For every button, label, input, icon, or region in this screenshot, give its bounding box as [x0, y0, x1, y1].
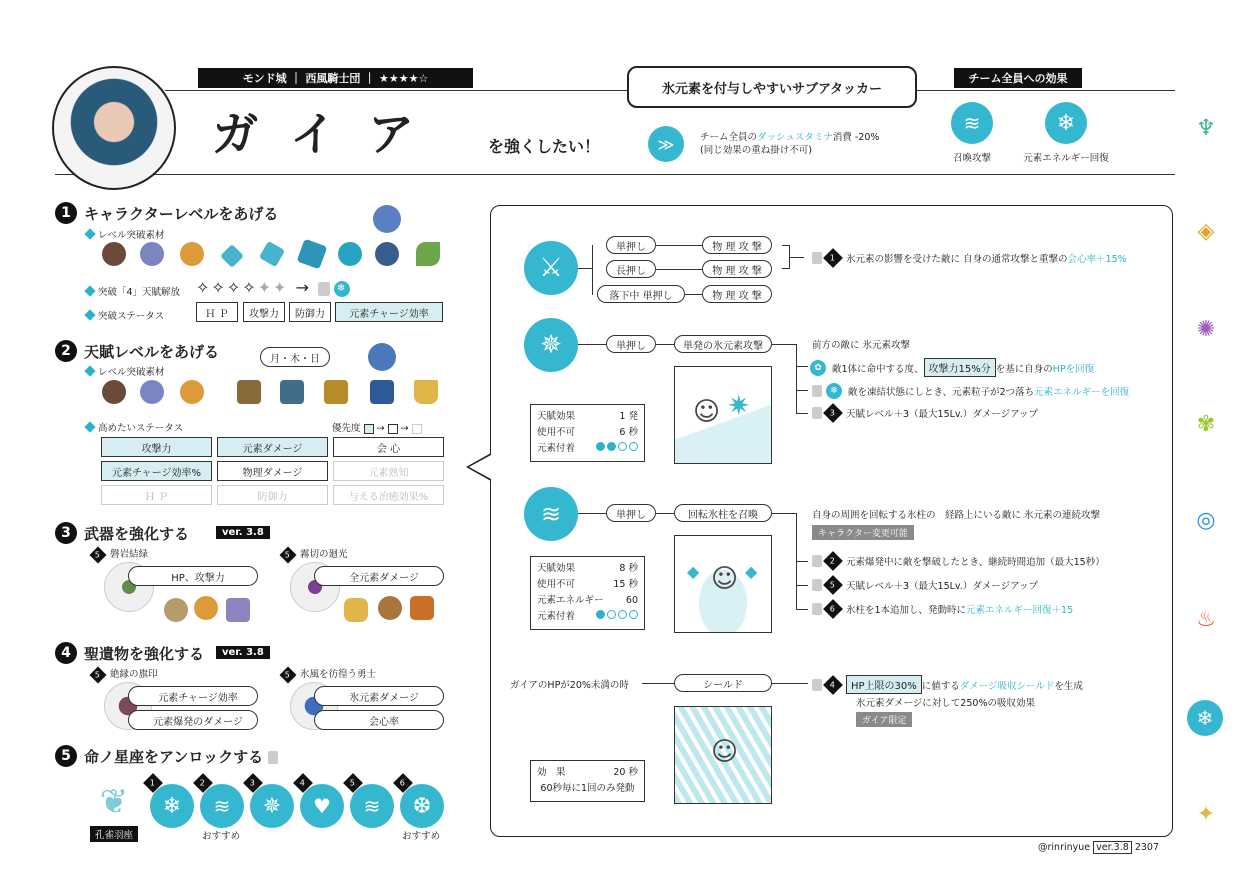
- material-gem-2: [140, 242, 164, 266]
- weapon-2-material-2: [378, 596, 402, 620]
- talent-material-3: [180, 380, 204, 404]
- pyro-icon: ♨: [1196, 606, 1216, 632]
- weapon-2-stat: 全元素ダメージ: [314, 566, 444, 586]
- constellation-2-badge: 2: [196, 776, 216, 790]
- shield-name: シールド: [674, 674, 772, 692]
- burst-input: 単押し: [606, 504, 656, 522]
- stat-hp: Ｈ Ｐ: [101, 485, 212, 505]
- talents-panel: [490, 205, 1173, 837]
- material-specialty: [416, 242, 440, 266]
- burst-effect-3: 6 氷柱を1本追加し、発動時に 元素エネルギー回復＋15: [812, 602, 1073, 616]
- na-input-3: 落下中 単押し: [597, 285, 685, 303]
- team-effect-title: チーム全員への効果: [954, 68, 1082, 88]
- skill-stats: 天賦効果 1 発 使用不可 6 秒 元素付着: [530, 404, 645, 462]
- stat-em: 元素熟知: [333, 461, 444, 481]
- character-portrait: [52, 66, 176, 190]
- panel-pointer-inner: [469, 455, 491, 479]
- dendro-icon: ✾: [1196, 411, 1216, 437]
- stat-crit: 会 心: [333, 437, 444, 457]
- talent-unlock-stars: ✧✧✧✧✦✦ → ❄: [196, 278, 350, 297]
- shield-line-2: [772, 683, 808, 684]
- artifact-2-stat-2: 会心率: [314, 710, 444, 730]
- cryo-icon: ❄: [1187, 700, 1223, 736]
- na-type-1: 物 理 攻 撃: [702, 236, 772, 254]
- constellation-name: 孔雀羽座: [90, 826, 138, 842]
- na-effect-line: [790, 257, 804, 258]
- skill-line-1: [578, 344, 608, 345]
- burst-effect-1: 2 元素爆発中に敵を撃破したとき、継続時間追加（最大15秒）: [812, 554, 1105, 568]
- na-type-3: 物 理 攻 撃: [702, 285, 772, 303]
- dash-icon: ≫: [648, 126, 684, 162]
- talent-book-1: [237, 380, 261, 404]
- shield-line-1: [642, 683, 674, 684]
- priority-legend: 優先度 → →: [332, 420, 422, 434]
- tagline: を強くしたい！: [488, 137, 601, 156]
- elemental-burst-icon: ≋: [524, 487, 578, 541]
- skill-vert: [796, 344, 797, 414]
- na-input-2: 長押し: [606, 260, 656, 278]
- elemental-skill-icon: ✵: [524, 318, 578, 372]
- na-connector-v: [592, 245, 593, 295]
- weapon-1-stat: HP、攻撃力: [128, 566, 258, 586]
- talent-material-1: [102, 380, 126, 404]
- constellation-2-icon: ≋: [200, 784, 244, 828]
- shield-line2: 氷元素ダメージに対して250%の吸収効果: [856, 698, 1035, 709]
- section-3-version: ver. 3.8: [216, 526, 270, 539]
- ascension-stat-hp: Ｈ Ｐ: [196, 302, 238, 322]
- shield-stats: 効 果 20 秒 60秒毎に1回のみ発動: [530, 760, 645, 802]
- character-name: ガ イ ア: [212, 107, 423, 161]
- burst-e1-line: [796, 561, 808, 562]
- skill-name: 単発の氷元素攻撃: [674, 335, 772, 353]
- section-5-title: 命ノ星座をアンロックする: [84, 746, 282, 767]
- artifact-2-stat-1: 氷元素ダメージ: [314, 686, 444, 706]
- material-crystal-3: [297, 239, 328, 270]
- constellation-image: ❦: [99, 782, 129, 822]
- burst-illustration: ☺ ◆ ◆: [674, 535, 772, 633]
- skill-effect-3: 3 天賦レベル＋3（最大15Lv.）ダメージアップ: [812, 406, 1038, 420]
- ascension-stat-def: 防御力: [289, 302, 331, 322]
- speech-bubble: 氷元素を付与しやすいサブアタッカー: [627, 66, 917, 108]
- ascension-stat-atk: 攻撃力: [243, 302, 285, 322]
- section-2-materials-label: レベル突破素材: [86, 364, 165, 378]
- burst-effect-2: 5 天賦レベル＋3（最大15Lv.）ダメージアップ: [812, 578, 1038, 592]
- burst-e3-line: [796, 609, 808, 610]
- skill-e3-line: [796, 413, 808, 414]
- skill-illustration: ☺ ✷: [674, 366, 772, 464]
- burst-line-2: [656, 513, 674, 514]
- shield-condition: ガイアのHPが20%未満の時: [510, 680, 629, 691]
- section-4-title: 聖遺物を強化する: [84, 645, 205, 663]
- burst-desc: 自身の周囲を回転する氷柱の 経路上にいる敵に 氷元素の連続攻撃: [812, 510, 1101, 521]
- ascension-stat-label: 突破ステータス: [86, 308, 164, 322]
- weapon-1-material-2: [194, 596, 218, 620]
- skill-e1-line: [796, 366, 808, 367]
- material-boss-drop: [373, 205, 401, 233]
- skill-effect-2: ❄ 敵を凍結状態にしとき、元素粒子が2つ落ち 元素エネルギーを回復: [812, 383, 1129, 399]
- talent-material-2: [140, 380, 164, 404]
- shield-effect: 4 HP上限の30% に値する ダメージ吸収シールド を生成: [812, 675, 1083, 694]
- constellation-6-badge: 6: [396, 776, 416, 790]
- talent-days-badge: 月・木・日: [260, 347, 330, 367]
- ascension-stat-er: 元素チャージ効率: [335, 302, 443, 322]
- burst-tag: キャラクター変更可能: [812, 525, 914, 540]
- weapon-1-material-1: [164, 598, 188, 622]
- burst-line-1: [578, 513, 608, 514]
- talent-boss-item: [370, 380, 394, 404]
- weapon-2-material-3: [410, 596, 434, 620]
- artifact-1-stat-1: 元素チャージ効率: [128, 686, 258, 706]
- na-connector: [578, 268, 592, 269]
- geo-icon: ◈: [1197, 218, 1215, 244]
- stat-def: 防御力: [217, 485, 328, 505]
- weapon-1-name: 5 磐岩結緑: [92, 546, 148, 561]
- talent-boss-drop: [368, 343, 396, 371]
- section-2-number: 2: [55, 340, 77, 362]
- team-effect-2: 元素エネルギー回復: [1023, 153, 1109, 164]
- talent-unlock-label: 突破「4」天賦解放: [86, 284, 180, 298]
- na-input-1: 単押し: [606, 236, 656, 254]
- burst-e2-line: [796, 585, 808, 586]
- constellation-4-badge: 4: [296, 776, 316, 790]
- weapon-2-name: 5 霧切の廻光: [282, 546, 348, 561]
- section-1-materials-label: レベル突破素材: [86, 227, 165, 241]
- stat-healing: 与える治癒効果%: [333, 485, 444, 505]
- skill-line-2: [656, 344, 674, 345]
- burst-stats: 天賦効果 8 秒 使用不可 15 秒 元素エネルギー 60 元素付着: [530, 556, 645, 630]
- electro-icon: ✺: [1196, 316, 1216, 342]
- section-1-title: キャラクターレベルをあげる: [84, 205, 279, 223]
- material-gem-1: [102, 242, 126, 266]
- weapon-1-material-3: [226, 598, 250, 622]
- artifact-1-name: 5 絶縁の旗印: [92, 666, 158, 681]
- energy-icon: ❄: [1045, 102, 1087, 144]
- section-5-number: 5: [55, 745, 77, 767]
- passive-text: チーム全員のダッシュスタミナ消費 -20% (同じ効果の重ね掛け不可): [700, 132, 880, 156]
- stat-elem-dmg: 元素ダメージ: [217, 437, 328, 457]
- burst-name: 回転氷柱を召喚: [674, 504, 772, 522]
- hydro-icon: ◎: [1196, 507, 1216, 533]
- constellation-5-icon: ≋: [350, 784, 394, 828]
- talent-book-2: [280, 380, 304, 404]
- material-gem-3: [180, 242, 204, 266]
- na-bracket: [782, 245, 790, 269]
- material-boss-item: [375, 242, 399, 266]
- footer-credit: @rinrinyue ver.3.8 2307: [1038, 842, 1160, 853]
- stat-phys: 物理ダメージ: [217, 461, 328, 481]
- material-crystal-4: [338, 242, 362, 266]
- summon-icon: ≋: [951, 102, 993, 144]
- skill-input: 単押し: [606, 335, 656, 353]
- skill-effect-1: ✿ 敵1体に命中する度、 攻撃力15%分 を基に自身の HPを回復: [810, 358, 1094, 377]
- skill-desc: 前方の敵に 氷元素攻撃: [812, 340, 911, 351]
- material-crystal-2: [259, 241, 285, 267]
- constellation-3-badge: 3: [246, 776, 266, 790]
- constellation-3-icon: ✵: [250, 784, 294, 828]
- section-1-number: 1: [55, 202, 77, 224]
- burst-line-3: [772, 513, 796, 514]
- normal-attack-icon: ⚔: [524, 241, 578, 295]
- constellation-6-icon: ❆: [400, 784, 444, 828]
- na-line-2: [656, 269, 702, 270]
- constellation-1-icon: ❄: [150, 784, 194, 828]
- section-3-title: 武器を強化する: [84, 525, 190, 543]
- skill-line-3: [772, 344, 796, 345]
- artifact-2-name: 5 氷風を彷徨う勇士: [282, 666, 376, 681]
- star-icon: ✦: [1196, 801, 1216, 827]
- weapon-2-material-1: [344, 598, 368, 622]
- stat-atk: 攻撃力: [101, 437, 212, 457]
- artifact-1-stat-2: 元素爆発のダメージ: [128, 710, 258, 730]
- na-effect: 1 氷元素の影響を受けた敵に 自身の通常攻撃と重撃の 会心率＋15%: [812, 251, 1127, 265]
- na-line-1: [656, 245, 702, 246]
- shield-illustration: ☺: [674, 706, 772, 804]
- na-line-3: [685, 294, 702, 295]
- desired-stat-label: 高めたいステータス: [86, 420, 183, 434]
- recommend-c6: おすすめ: [402, 831, 441, 842]
- constellation-1-badge: 1: [146, 776, 166, 790]
- talent-crown: [414, 380, 438, 404]
- team-effect-1: 召喚攻撃: [952, 153, 991, 164]
- shield-tag: ガイア限定: [856, 712, 912, 727]
- section-2-title: 天賦レベルをあげる: [84, 343, 220, 361]
- recommend-c2: おすすめ: [202, 831, 241, 842]
- anemo-icon: ♆: [1196, 115, 1216, 141]
- section-4-number: 4: [55, 642, 77, 664]
- skill-e2-line: [796, 390, 808, 391]
- stat-er: 元素チャージ効率%: [101, 461, 212, 481]
- na-type-2: 物 理 攻 撃: [702, 260, 772, 278]
- section-3-number: 3: [55, 522, 77, 544]
- constellation-4-icon: ♥: [300, 784, 344, 828]
- section-4-version: ver. 3.8: [216, 646, 270, 659]
- header-rule: [55, 174, 1175, 175]
- header-tags: モンド城 ｜ 西風騎士団 ｜ ★★★★☆: [198, 68, 473, 88]
- talent-book-3: [324, 380, 348, 404]
- constellation-5-badge: 5: [346, 776, 366, 790]
- material-crystal-1: [220, 244, 244, 268]
